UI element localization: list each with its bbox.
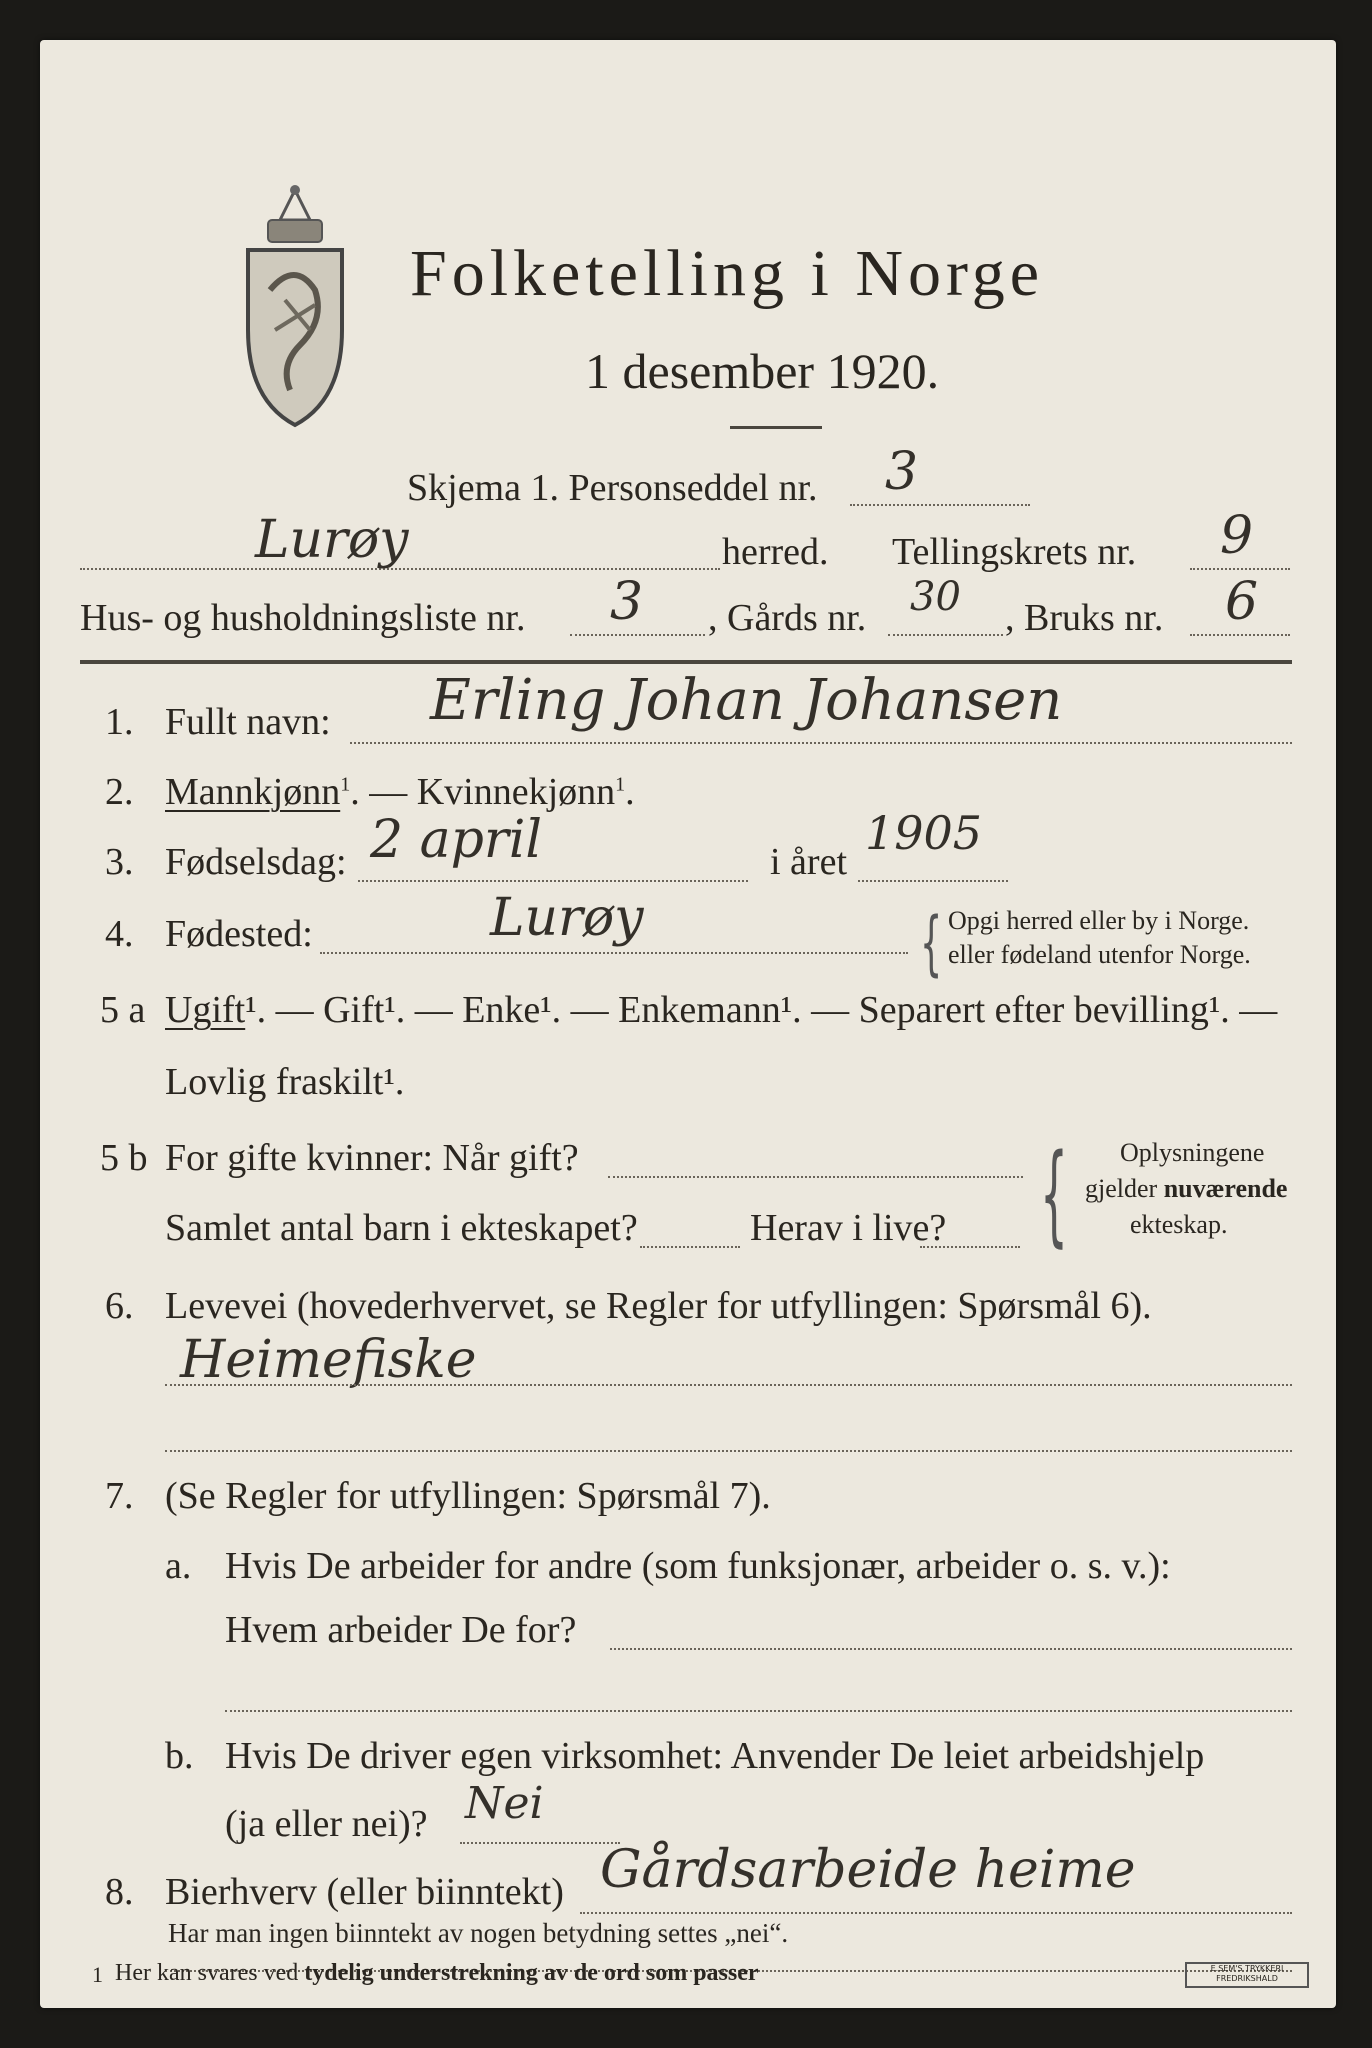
children-alive-field-line bbox=[920, 1246, 1020, 1248]
header-rule bbox=[80, 660, 1292, 664]
form-title: Folketelling i Norge bbox=[410, 237, 1045, 310]
q7-number: 7. bbox=[105, 1475, 134, 1517]
printer-stamp: E.SEM'S TRYKKERI FREDRIKSHALD bbox=[1185, 1962, 1309, 1988]
q7-label: (Se Regler for utfyllingen: Spørsmål 7). bbox=[165, 1475, 771, 1517]
tellingskrets-value[interactable]: 9 bbox=[1220, 506, 1254, 566]
marriage-note-line2a: gjelder bbox=[1085, 1174, 1164, 1203]
children-count-field-line bbox=[640, 1246, 740, 1248]
birthplace-note-brace: { bbox=[920, 902, 943, 984]
occupation-field-line-1 bbox=[165, 1384, 1292, 1386]
birthplace-label: Fødested: bbox=[165, 913, 313, 955]
gender-options bbox=[165, 770, 635, 814]
marital-other-options[interactable]: ¹. — Gift¹. — Enke¹. — Enkemann¹. — Separert efter bevilling¹. — bbox=[245, 989, 1278, 1031]
census-date: 1 desember 1920. bbox=[585, 343, 940, 399]
q7b-letter: b. bbox=[165, 1735, 194, 1777]
occupation-value[interactable]: Heimefiske bbox=[180, 1330, 477, 1390]
marriage-date-field-line bbox=[608, 1176, 1023, 1178]
q1-number: 1. bbox=[105, 701, 134, 743]
gards-field-line bbox=[888, 634, 1003, 636]
husholdningsliste-field-line bbox=[570, 634, 705, 636]
footnote-text bbox=[115, 1960, 759, 1987]
employer-field-line-2 bbox=[225, 1710, 1292, 1712]
q5b-number: 5 b bbox=[100, 1137, 148, 1179]
occupation-label: Levevei (hovederhvervet, se Regler for utfyllingen: Spørsmål 6). bbox=[165, 1285, 1152, 1327]
q4-number: 4. bbox=[105, 913, 134, 955]
divorced-option[interactable]: Lovlig fraskilt¹. bbox=[165, 1061, 405, 1103]
gards-value[interactable]: 30 bbox=[910, 574, 961, 620]
q7a-letter: a. bbox=[165, 1545, 192, 1587]
gender-separator: . — bbox=[350, 771, 417, 813]
herred-label: herred. bbox=[722, 531, 829, 573]
birthplace-value[interactable]: Lurøy bbox=[490, 888, 644, 948]
hired-help-label: (ja eller nei)? bbox=[225, 1803, 428, 1845]
birthdate-label: Fødselsdag: bbox=[165, 841, 347, 883]
unmarried-option[interactable]: Ugift bbox=[165, 989, 246, 1031]
children-alive-label: Herav i live? bbox=[750, 1207, 947, 1249]
birth-year-field-line bbox=[858, 880, 1008, 882]
birthplace-note-line2: eller fødeland utenfor Norge. bbox=[948, 940, 1251, 969]
marital-status-options bbox=[165, 988, 1277, 1032]
footnote-text-b: tydelig understrekning av de ord som passer bbox=[304, 1960, 759, 1986]
side-income-value[interactable]: Gårdsarbeide heime bbox=[600, 1840, 1136, 1900]
footnote-number: 1 bbox=[92, 1962, 103, 1987]
female-footnote-mark: 1 bbox=[615, 773, 626, 796]
occupation-field-line-2 bbox=[165, 1450, 1292, 1452]
children-count-label: Samlet antal barn i ekteskapet? bbox=[165, 1207, 638, 1249]
q7a-label: Hvis De arbeider for andre (som funksjonær, arbeider o. s. v.): bbox=[225, 1545, 1171, 1587]
census-form bbox=[40, 40, 1336, 2008]
gards-label: , Gårds nr. bbox=[708, 597, 867, 639]
q5a-number: 5 a bbox=[100, 989, 146, 1031]
q1-label: Fullt navn: bbox=[165, 701, 331, 743]
birth-year-value[interactable]: 1905 bbox=[865, 806, 983, 860]
personseddel-value[interactable]: 3 bbox=[885, 442, 919, 502]
tellingskrets-field-line bbox=[1190, 568, 1290, 570]
marriage-note-line2 bbox=[1085, 1174, 1287, 1204]
q3-number: 3. bbox=[105, 841, 134, 883]
coat-of-arms-icon bbox=[240, 180, 350, 430]
marriage-note-line2b: nuværende bbox=[1163, 1174, 1288, 1203]
employer-label: Hvem arbeider De for? bbox=[225, 1609, 577, 1651]
herred-value[interactable]: Lurøy bbox=[255, 510, 409, 570]
husholdningsliste-value[interactable]: 3 bbox=[610, 572, 644, 632]
bruks-label: , Bruks nr. bbox=[1005, 597, 1164, 639]
male-footnote-mark: 1 bbox=[340, 773, 351, 796]
q6-number: 6. bbox=[105, 1285, 134, 1327]
skjema-label: Skjema 1. Personseddel nr. bbox=[407, 467, 818, 509]
hired-help-field-line bbox=[460, 1842, 620, 1844]
husholdningsliste-label: Hus- og husholdningsliste nr. bbox=[80, 597, 526, 639]
title-divider bbox=[730, 426, 822, 429]
birthdate-value[interactable]: 2 april bbox=[370, 810, 543, 870]
birthplace-note-line1: Opgi herred eller by i Norge. bbox=[948, 906, 1250, 935]
side-income-label: Bierhverv (eller biinntekt) bbox=[165, 1871, 564, 1913]
male-option[interactable]: Mannkjønn bbox=[165, 771, 341, 813]
marriage-note-brace: { bbox=[1040, 1130, 1068, 1258]
footnote-text-a: Her kan svares ved bbox=[115, 1960, 305, 1986]
birth-year-label: i året bbox=[770, 841, 848, 883]
q8-number: 8. bbox=[105, 1871, 134, 1913]
tellingskrets-label: Tellingskrets nr. bbox=[892, 531, 1137, 573]
full-name-field-line bbox=[350, 742, 1292, 744]
q7b-label: Hvis De driver egen virksomhet: Anvender De leiet arbeidshjelp bbox=[225, 1735, 1205, 1777]
birthplace-field-line bbox=[320, 952, 908, 954]
bruks-value[interactable]: 6 bbox=[1225, 572, 1259, 632]
marriage-note-line1: Oplysningene bbox=[1120, 1138, 1265, 1167]
personseddel-field-line bbox=[850, 504, 1030, 506]
marriage-note-line3: ekteskap. bbox=[1130, 1210, 1228, 1239]
side-income-note: Har man ingen biinntekt av nogen betydning settes „nei“. bbox=[168, 1918, 789, 1948]
birthdate-field-line bbox=[358, 880, 748, 882]
q2-number: 2. bbox=[105, 771, 134, 813]
bruks-field-line bbox=[1190, 634, 1290, 636]
hired-help-value[interactable]: Nei bbox=[465, 1778, 544, 1829]
gender-end: . bbox=[625, 771, 635, 813]
female-option[interactable]: Kvinnekjønn bbox=[416, 771, 616, 813]
full-name-value[interactable]: Erling Johan Johansen bbox=[430, 668, 1063, 733]
side-income-field-line bbox=[580, 1912, 1292, 1914]
marriage-date-label: For gifte kvinner: Når gift? bbox=[165, 1137, 579, 1179]
employer-field-line bbox=[610, 1648, 1292, 1650]
